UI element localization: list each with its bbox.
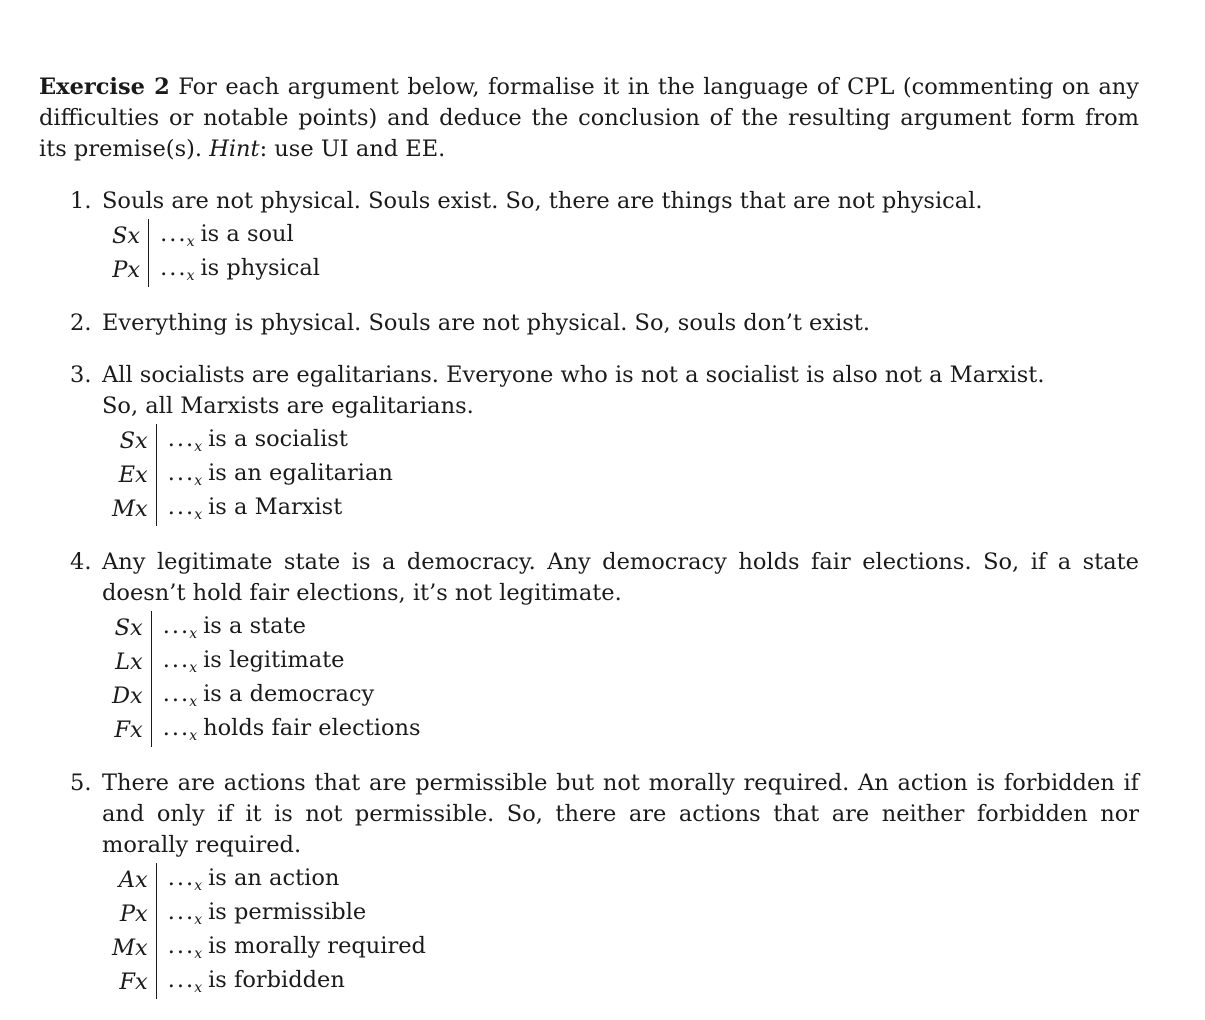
item-number: 4. [70, 549, 92, 575]
predicate-meaning: $..._x$ is an egalitarian [167, 460, 393, 489]
key-row [112, 253, 320, 287]
key-row [112, 965, 426, 999]
predicate-meaning: $..._x$ is forbidden [167, 967, 345, 996]
predicate-symbol: Sx [112, 219, 149, 253]
predicate-symbol: Sx [112, 424, 156, 458]
key-row [112, 492, 393, 526]
item-number: 1. [70, 188, 92, 214]
predicate-symbol: Px [112, 253, 149, 287]
exercise-item-1 [39, 186, 1139, 287]
key-row [112, 713, 421, 747]
predicate-meaning: $..._x$ is an action [167, 865, 340, 894]
item-text: Any legitimate state is a democracy. Any democracy holds fair elections. So, if a state doesn’t hold fair elections, it’s not legitimate. [102, 549, 1139, 606]
predicate-symbol: Ax [112, 863, 156, 897]
key-row [112, 645, 421, 679]
predicate-symbol: Fx [112, 713, 151, 747]
key-row [112, 458, 393, 492]
symbol-key-table [112, 863, 426, 999]
exercise-item-2 [39, 308, 1139, 339]
predicate-meaning: $..._x$ is morally required [167, 933, 426, 962]
exercise-intro [39, 72, 1139, 165]
predicate-meaning: $..._x$ is a socialist [167, 426, 348, 455]
item-number: 5. [70, 770, 92, 796]
predicate-meaning: $..._x$ is a soul [160, 221, 294, 250]
item-text: All socialists are egalitarians. Everyone who is not a socialist is also not a Marxist. So, all Marxists are egalitarians. [102, 362, 1045, 419]
exercise-item-3 [39, 360, 1139, 526]
predicate-symbol: Sx [112, 611, 151, 645]
key-row [112, 863, 426, 897]
key-row [112, 611, 421, 645]
item-text: Everything is physical. Souls are not physical. So, souls don’t exist. [102, 310, 870, 336]
hint-label: Hint [209, 136, 260, 162]
item-text: There are actions that are permissible but not morally required. An action is forbidden if and only if it is not permissible. So, there are actions that are neither forbidden nor morally required. [102, 770, 1139, 858]
key-row [112, 897, 426, 931]
symbol-key-table [112, 424, 393, 526]
predicate-symbol: Mx [112, 931, 156, 965]
intro-text: For each argument below, formalise it in the language of CPL (commenting on any difficulties or notable points) and deduce the conclusion of the resulting argument form from its premise(s). [39, 74, 1140, 162]
hint-text: : use UI and EE. [259, 136, 446, 162]
exercise-item-5 [39, 768, 1139, 999]
key-row [112, 931, 426, 965]
predicate-meaning: $..._x$ is physical [160, 255, 320, 284]
predicate-symbol: Fx [112, 965, 156, 999]
symbol-key-table [112, 611, 421, 747]
predicate-meaning: $..._x$ is a democracy [162, 681, 375, 710]
predicate-meaning: $..._x$ is permissible [167, 899, 367, 928]
predicate-symbol: Ex [112, 458, 156, 492]
exercise-heading: Exercise 2 [39, 74, 170, 100]
predicate-meaning: $..._x$ is a Marxist [167, 494, 343, 523]
item-number: 2. [70, 310, 92, 336]
predicate-symbol: Lx [112, 645, 151, 679]
key-row [112, 679, 421, 713]
predicate-symbol: Mx [112, 492, 156, 526]
key-row [112, 424, 393, 458]
predicate-symbol: Px [112, 897, 156, 931]
exercise-item-4 [39, 547, 1139, 747]
exercise-list [39, 186, 1139, 999]
exercise-page [39, 72, 1139, 1020]
symbol-key-table [112, 219, 320, 287]
predicate-meaning: $..._x$ is a state [162, 613, 306, 642]
item-number: 3. [70, 362, 92, 388]
item-text: Souls are not physical. Souls exist. So, there are things that are not physical. [102, 188, 983, 214]
predicate-symbol: Dx [112, 679, 151, 713]
predicate-meaning: $..._x$ is legitimate [162, 647, 345, 676]
key-row [112, 219, 320, 253]
predicate-meaning: $..._x$ holds fair elections [162, 715, 421, 744]
